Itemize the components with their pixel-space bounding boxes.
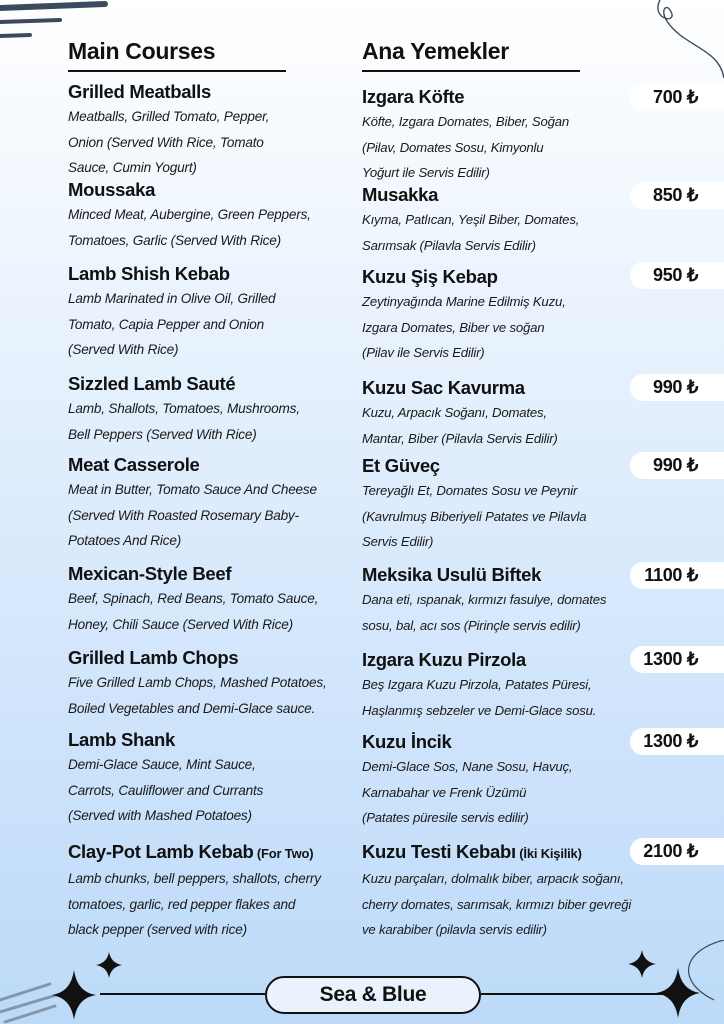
description-line: Lamb Marinated in Olive Oil, Grilled <box>68 291 276 306</box>
menu-item-en <box>68 262 358 363</box>
menu-item-tr <box>362 265 652 366</box>
description-line: Boiled Vegetables and Demi-Glace sauce. <box>68 700 316 716</box>
brand-name: Sea & Blue <box>265 976 481 1014</box>
description-line: Meatballs, Grilled Tomato, Pepper, <box>68 109 270 124</box>
section-heading-turkish: Ana Yemekler <box>362 38 509 64</box>
dish-description <box>362 754 652 831</box>
description-line: Servis Edilir) <box>362 534 434 549</box>
menu-item-tr <box>362 183 652 258</box>
dish-description <box>362 587 652 638</box>
turkish-column <box>362 36 632 72</box>
price-tag: 990 ₺ <box>630 374 724 401</box>
dish-name: Grilled Meatballs <box>68 81 211 102</box>
price-tag: 950 ₺ <box>630 262 724 289</box>
dish-description <box>362 672 652 723</box>
dish-name: Izgara Kuzu Pirzola <box>362 649 526 670</box>
description-line: Tomatoes, Garlic (Served With Rice) <box>68 232 281 248</box>
dish-name: Kuzu Testi Kebabı (İki Kişilik) <box>362 841 582 862</box>
menu-item-tr <box>362 376 652 451</box>
price-tag: 1300 ₺ <box>630 728 724 755</box>
dish-description <box>68 752 358 829</box>
menu-item-tr <box>362 563 652 638</box>
description-line: (Served With Roasted Rosemary Baby- <box>68 507 299 523</box>
sparkle-icon <box>96 952 122 978</box>
price-tag: 2100 ₺ <box>630 838 724 865</box>
description-line: Bell Peppers (Served With Rice) <box>68 426 257 442</box>
dish-name: Moussaka <box>68 179 156 200</box>
description-line: Zeytinyağında Marine Edilmiş Kuzu, <box>362 294 566 309</box>
dish-name: Meksika Usulü Biftek <box>362 564 542 585</box>
dish-description <box>362 400 652 451</box>
dish-description <box>68 202 358 253</box>
price-tag: 1100 ₺ <box>630 562 724 589</box>
price-tag: 700 ₺ <box>630 84 724 111</box>
description-line: Beş Izgara Kuzu Pirzola, Patates Püresi, <box>362 677 592 692</box>
description-line: black pepper (served with rice) <box>68 922 247 937</box>
dish-description <box>362 478 652 555</box>
dish-name: Grilled Lamb Chops <box>68 647 239 668</box>
dish-name: Clay-Pot Lamb Kebab (For Two) <box>68 841 314 862</box>
dish-description <box>362 207 652 258</box>
menu-item-tr <box>362 85 652 186</box>
description-line: Lamb, Shallots, Tomatoes, Mushrooms, <box>68 401 300 416</box>
heading-underline <box>362 70 580 72</box>
description-line: Kuzu parçaları, dolmalık biber, arpacık soğanı, <box>362 871 624 886</box>
section-heading-english: Main Courses <box>68 38 216 64</box>
dish-description <box>68 670 358 721</box>
dish-name: Lamb Shank <box>68 729 175 750</box>
dish-description <box>68 586 358 637</box>
description-line: (Served With Rice) <box>68 342 179 357</box>
heading-underline <box>68 70 286 72</box>
description-line: Yoğurt ile Servis Edilir) <box>362 165 490 180</box>
dish-name: Sizzled Lamb Sauté <box>68 373 236 394</box>
dish-description <box>68 866 358 943</box>
description-line: (Pilav ile Servis Edilir) <box>362 345 485 360</box>
description-line: (Kavrulmuş Biberiyeli Patates ve Pilavla <box>362 508 587 524</box>
dish-description <box>362 866 652 943</box>
price-tag: 990 ₺ <box>630 452 724 479</box>
description-line: Minced Meat, Aubergine, Green Peppers, <box>68 207 311 222</box>
description-line: Potatoes And Rice) <box>68 533 182 548</box>
dish-name: Lamb Shish Kebab <box>68 263 230 284</box>
dish-name: Et Güveç <box>362 455 440 476</box>
description-line: Tomato, Capia Pepper and Onion <box>68 316 265 332</box>
footer-rule-left <box>100 993 265 995</box>
description-line: Izgara Domates, Biber ve soğan <box>362 319 545 335</box>
dish-name: Kuzu Şiş Kebap <box>362 266 498 287</box>
dish-name: Kuzu Sac Kavurma <box>362 377 525 398</box>
dish-description <box>68 477 358 554</box>
description-line: Sauce, Cumin Yogurt) <box>68 160 197 175</box>
menu-item-tr <box>362 648 652 723</box>
description-line: Tereyağlı Et, Domates Sosu ve Peynir <box>362 483 578 498</box>
menu-item-en <box>68 840 358 943</box>
description-line: Onion (Served With Rice, Tomato <box>68 134 264 150</box>
dish-description <box>362 109 652 186</box>
description-line: cherry domates, sarımsak, kırmızı biber gevreği <box>362 896 632 912</box>
description-line: tomatoes, garlic, red pepper flakes and <box>68 896 296 912</box>
description-line: Carrots, Cauliflower and Currants <box>68 782 264 798</box>
description-line: Sarımsak (Pilavla Servis Edilir) <box>362 237 536 253</box>
sparkle-icon <box>628 950 656 978</box>
description-line: Five Grilled Lamb Chops, Mashed Potatoes, <box>68 675 327 690</box>
description-line: Mantar, Biber (Pilavla Servis Edilir) <box>362 430 558 446</box>
menu-item-tr <box>362 454 652 555</box>
menu-item-en <box>68 728 358 829</box>
description-line: Kuzu, Arpacık Soğanı, Domates, <box>362 405 547 420</box>
menu-item-en <box>68 178 358 253</box>
description-line: Köfte, Izgara Domates, Biber, Soğan <box>362 114 570 129</box>
description-line: Honey, Chili Sauce (Served With Rice) <box>68 616 293 632</box>
menu-item-tr <box>362 840 652 943</box>
description-line: Beef, Spinach, Red Beans, Tomato Sauce, <box>68 591 319 606</box>
description-line: sosu, bal, acı sos (Pirinçle servis edilir) <box>362 617 581 633</box>
dish-description <box>362 289 652 366</box>
description-line: Demi-Glace Sauce, Mint Sauce, <box>68 757 256 772</box>
dish-description <box>68 104 358 181</box>
dish-serving-note: (For Two) <box>253 846 314 861</box>
menu-item-en <box>68 646 358 721</box>
description-line: Demi-Glace Sos, Nane Sosu, Havuç, <box>362 759 573 774</box>
menu-item-en <box>68 453 358 554</box>
description-line: Meat in Butter, Tomato Sauce And Cheese <box>68 482 317 497</box>
dish-name: Musakka <box>362 184 439 205</box>
description-line: (Patates püresile servis edilir) <box>362 810 529 825</box>
description-line: Dana eti, ıspanak, kırmızı fasulye, domates <box>362 592 607 607</box>
dish-description <box>68 286 358 363</box>
dish-name: Mexican-Style Beef <box>68 563 232 584</box>
dish-serving-note: (İki Kişilik) <box>515 846 582 861</box>
dish-name: Meat Casserole <box>68 454 200 475</box>
menu-item-en <box>68 372 358 447</box>
footer-rule-right <box>481 993 666 995</box>
description-line: Karnabahar ve Frenk Üzümü <box>362 784 527 800</box>
dish-name: Kuzu İncik <box>362 731 452 752</box>
menu-item-tr <box>362 730 652 831</box>
description-line: (Pilav, Domates Sosu, Kimyonlu <box>362 139 544 155</box>
price-tag: 1300 ₺ <box>630 646 724 673</box>
description-line: Kıyma, Patlıcan, Yeşil Biber, Domates, <box>362 212 580 227</box>
sparkle-icon <box>52 970 96 1020</box>
english-column <box>68 36 343 72</box>
price-tag: 850 ₺ <box>630 182 724 209</box>
dish-description <box>68 396 358 447</box>
dish-name: Izgara Köfte <box>362 86 465 107</box>
description-line: Haşlanmış sebzeler ve Demi-Glace sosu. <box>362 702 597 718</box>
menu-item-en <box>68 562 358 637</box>
menu-item-en <box>68 80 358 181</box>
swirl-decoration <box>640 0 724 80</box>
description-line: (Served with Mashed Potatoes) <box>68 808 252 823</box>
description-line: Lamb chunks, bell peppers, shallots, cherry <box>68 871 321 886</box>
description-line: ve karabiber (pilavla servis edilir) <box>362 922 547 937</box>
